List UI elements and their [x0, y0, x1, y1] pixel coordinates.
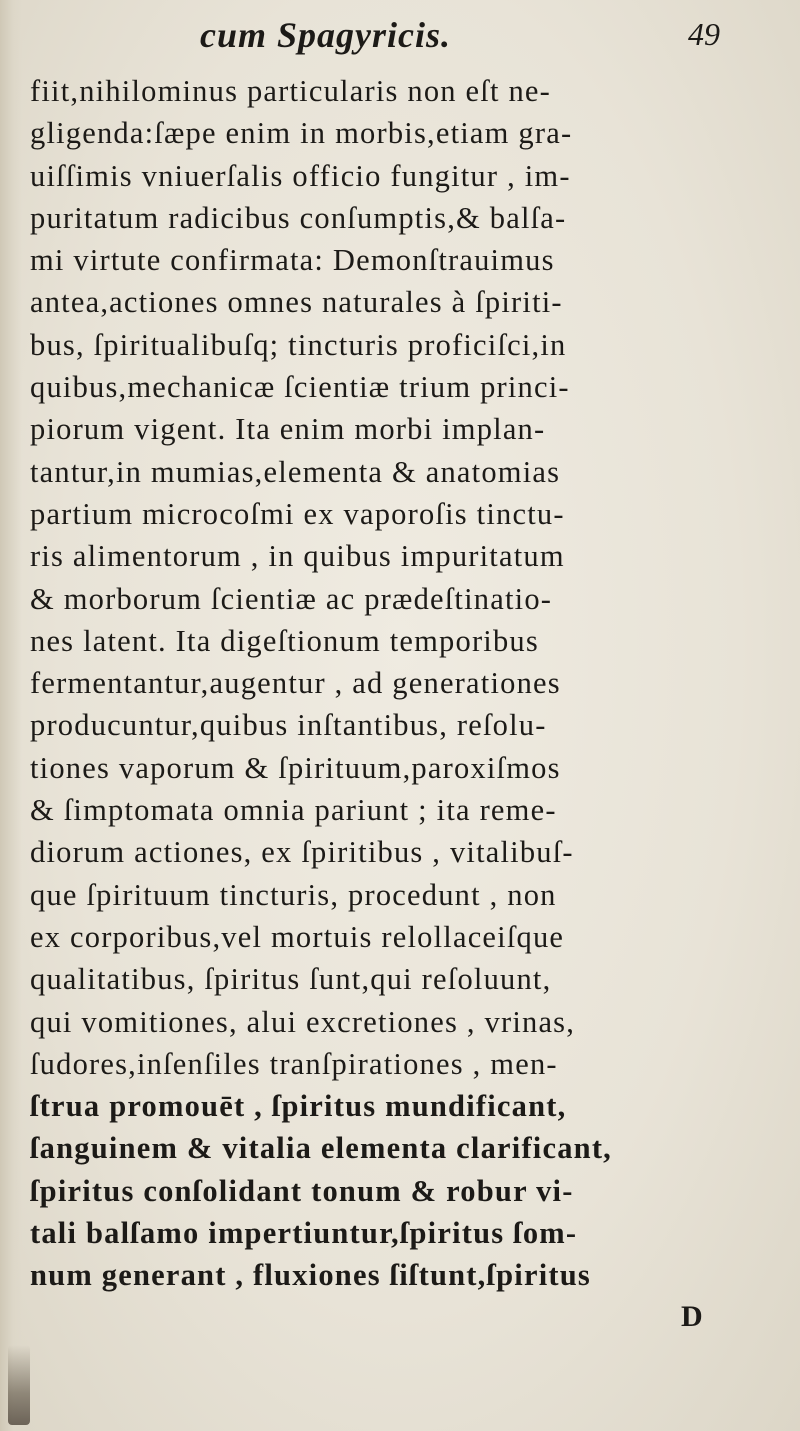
page-number: 49 — [688, 16, 720, 52]
text-line: producuntur,quibus inſtantibus, reſolu- — [30, 708, 547, 743]
ink-smudge — [8, 1345, 30, 1425]
text-line: ſudores,inſenſiles tranſpirationes , men- — [30, 1046, 558, 1081]
text-line: tali balſamo impertiuntur,ſpiritus ſom- — [30, 1216, 578, 1251]
running-title: cum Spagyricis. — [200, 15, 452, 55]
text-line: fermentantur,augentur , ad generationes — [30, 666, 561, 701]
text-line: ſtrua promouēt , ſpiritus mundificant, — [30, 1089, 567, 1124]
page-header — [200, 14, 720, 62]
text-line: que ſpirituum tincturis, procedunt , non — [30, 877, 557, 912]
page-gutter — [0, 0, 22, 1431]
text-line: qualitatibus, ſpiritus ſunt,qui reſoluunt, — [30, 962, 552, 997]
text-line: puritatum radicibus conſumptis,& balſa- — [30, 200, 567, 235]
text-line: ſpiritus conſolidant tonum & robur vi- — [30, 1173, 574, 1208]
text-line: qui vomitiones, alui excretiones , vrinas, — [30, 1004, 576, 1039]
text-line: & ſimptomata omnia pariunt ; ita reme- — [30, 793, 557, 828]
text-line: ſanguinem & vitalia elementa clarificant, — [30, 1131, 613, 1166]
text-line: bus, ſpiritualibuſq; tincturis proficiſci,in — [30, 327, 567, 362]
text-line: tantur,in mumias,elementa & anatomias — [30, 454, 561, 489]
text-line: quibus,mechanicæ ſcientiæ trium princi- — [30, 370, 570, 405]
text-line: & morborum ſcientiæ ac prædeſtinatio- — [30, 581, 553, 616]
text-line: antea,actiones omnes naturales à ſpiriti- — [30, 285, 563, 320]
text-line: ex corporibus,vel mortuis relollaceiſque — [30, 919, 565, 954]
text-line: mi virtute confirmata: Demonſtrauimus — [30, 243, 555, 278]
text-line: nes latent. Ita digeſtionum temporibus — [30, 623, 539, 658]
text-line: uiſſimis vniuerſalis officio fungitur , im- — [30, 158, 571, 193]
catchword: D — [681, 1300, 703, 1333]
text-line: fiit,nihilominus particularis non eſt ne- — [30, 74, 552, 108]
text-line: piorum vigent. Ita enim morbi implan- — [30, 412, 546, 447]
text-line: gligenda:ſæpe enim in morbis,etiam gra- — [30, 116, 573, 151]
text-line: partium microcoſmi ex vaporoſis tinctu- — [30, 496, 565, 531]
text-line: ris alimentorum , in quibus impuritatum — [30, 539, 565, 574]
text-line: diorum actiones, ex ſpiritibus , vitalibuſ- — [30, 835, 574, 870]
text-line: tiones vaporum & ſpirituum,paroxiſmos — [30, 750, 561, 785]
text-line: num generant , fluxiones ſiſtunt,ſpiritus — [30, 1258, 591, 1293]
body-text — [30, 70, 785, 1297]
